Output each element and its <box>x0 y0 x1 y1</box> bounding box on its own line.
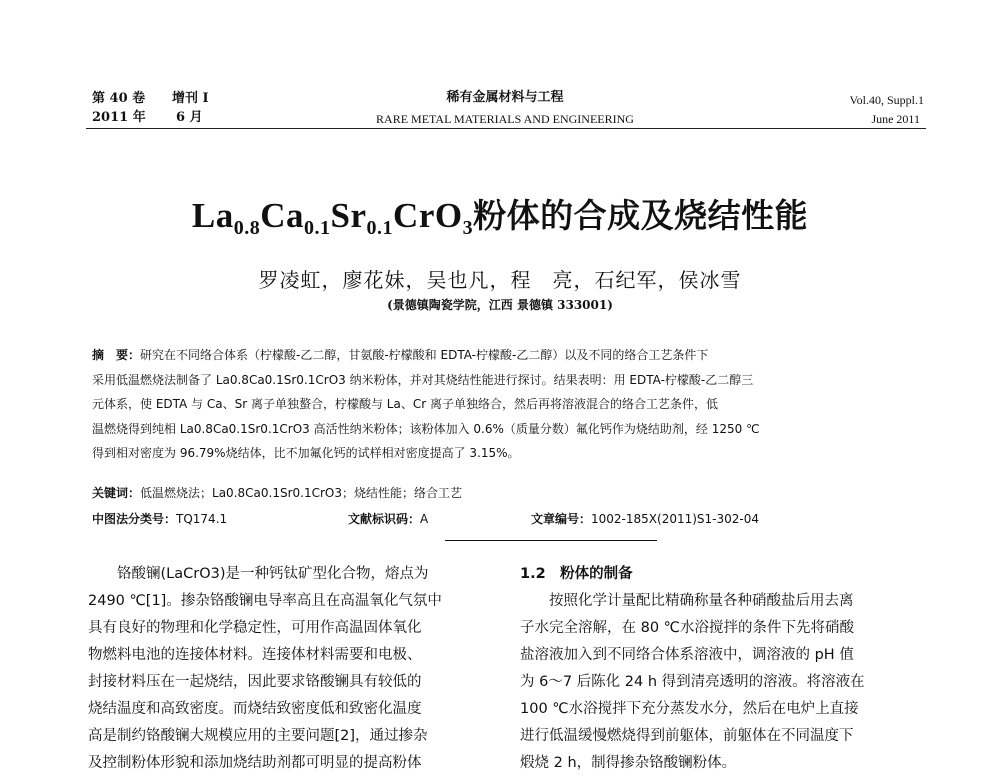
abstract-line: 得到相对密度为 96.79%烧结体，比不加氟化钙的试样相对密度提高了 3.15%。 <box>92 446 520 460</box>
clc-value: TQ174.1 <box>176 512 228 526</box>
article-no-label: 文章编号： <box>531 512 592 526</box>
classification-line <box>92 510 759 527</box>
body-line: 盐溶液加入到不同络合体系溶液中，调溶液的 pH 值 <box>520 647 854 663</box>
journal-title-en: RARE METAL MATERIALS AND ENGINEERING <box>376 112 634 126</box>
body-line: 2490 ℃[1]。掺杂铬酸镧电导率高且在高温氧化气氛中 <box>88 593 442 609</box>
abstract-line: 温燃烧得到纯相 La0.8Ca0.1Sr0.1CrO3 高活性纳米粉体；该粉体加入 0.6%（质量分数）氟化钙作为烧结助剂，经 1250 ℃ <box>92 421 760 436</box>
abstract <box>92 343 924 466</box>
body-line: 铬酸镧(LaCrO3)是一种钙钛矿型化合物，熔点为 <box>88 566 429 582</box>
formula-sr: Sr <box>330 196 367 235</box>
body-line: 子水完全溶解，在 80 ℃水浴搅拌的条件下先将硝酸 <box>520 620 854 636</box>
section-heading: 1.2 粉体的制备 <box>520 566 633 582</box>
formula-la-sub: 0.8 <box>233 217 261 239</box>
body-right-column <box>520 561 930 777</box>
formula-sr-sub: 0.1 <box>366 217 394 239</box>
author-list: 罗凌虹，廖花妹，吴也凡，程 亮，石纪军，侯冰雪 <box>258 268 742 292</box>
body-line: 煅烧 2 h，制得掺杂铬酸镧粉体。 <box>520 755 737 771</box>
keywords <box>92 484 462 501</box>
formula-ca-sub: 0.1 <box>304 217 331 239</box>
volume-label: 第 40 卷 <box>92 91 146 106</box>
journal-title-zh: 稀有金属材料与工程 <box>446 90 564 105</box>
section-divider <box>445 540 657 541</box>
body-left-column <box>88 561 488 777</box>
abstract-line: 研究在不同络合体系（柠檬酸-乙二醇，甘氨酸-柠檬酸和 EDTA-柠檬酸-乙二醇）以及不同的络合工艺条件下 <box>140 348 709 362</box>
abstract-line: 元体系，使 EDTA 与 Ca、Sr 离子单独螯合，柠檬酸与 La、Cr 离子单独络合，然后再将溶液混合的络合工艺条件，低 <box>92 397 718 411</box>
paper-title <box>0 190 1000 240</box>
body-line: 100 ℃水浴搅拌下充分蒸发水分，然后在电炉上直接 <box>520 701 859 717</box>
keywords-label: 关键词： <box>92 486 141 500</box>
body-line: 具有良好的物理和化学稳定性，可用作高温固体氧化 <box>88 620 422 636</box>
volume-label-en: Vol.40, Suppl.1 <box>849 93 924 107</box>
body-line: 封接材料压在一起烧结，因此要求铬酸镧具有较低的 <box>88 674 422 690</box>
date-label-en: June 2011 <box>871 112 920 126</box>
header-rule <box>86 128 926 129</box>
article-no-value: 1002-185X(2011)S1-302-04 <box>591 512 759 526</box>
clc-label: 中图法分类号： <box>92 512 177 526</box>
body-line: 进行低温缓慢燃烧得到前躯体，前躯体在不同温度下 <box>520 728 854 744</box>
affiliation: (景德镇陶瓷学院，江西 景德镇 333001) <box>387 298 613 312</box>
formula-cro: CrO <box>393 196 463 235</box>
doc-code-label: 文献标识码： <box>348 512 421 526</box>
body-line: 烧结温度和高致密度。而烧结致密度低和致密化温度 <box>88 701 422 717</box>
doc-code-value: A <box>420 512 429 526</box>
formula-ca: Ca <box>260 196 305 235</box>
body-line: 高是制约铬酸镧大规模应用的主要问题[2]，通过掺杂 <box>88 728 428 744</box>
issue-label: 增刊 I <box>172 91 209 106</box>
formula-la: La <box>191 196 234 235</box>
year-label: 2011 年 <box>92 110 146 125</box>
keywords-text: 低温燃烧法；La0.8Ca0.1Sr0.1CrO3；烧结性能；络合工艺 <box>140 486 462 500</box>
abstract-label: 摘 要： <box>92 348 141 362</box>
title-zh: 粉体的合成及烧结性能 <box>473 196 809 235</box>
body-line: 为 6～7 后陈化 24 h 得到清亮透明的溶液。将溶液在 <box>520 674 865 690</box>
body-line: 物燃料电池的连接体材料。连接体材料需要和电极、 <box>88 647 422 663</box>
body-line: 按照化学计量配比精确称量各种硝酸盐后用去离 <box>520 593 854 609</box>
month-label: 6 月 <box>176 110 203 125</box>
formula-cro-sub: 3 <box>462 217 474 239</box>
body-line: 及控制粉体形貌和添加烧结助剂都可明显的提高粉体 <box>88 755 422 771</box>
abstract-line: 采用低温燃烧法制备了 La0.8Ca0.1Sr0.1CrO3 纳米粉体，并对其烧结性能进行探讨。结果表明：用 EDTA-柠檬酸-乙二醇三 <box>92 372 754 387</box>
